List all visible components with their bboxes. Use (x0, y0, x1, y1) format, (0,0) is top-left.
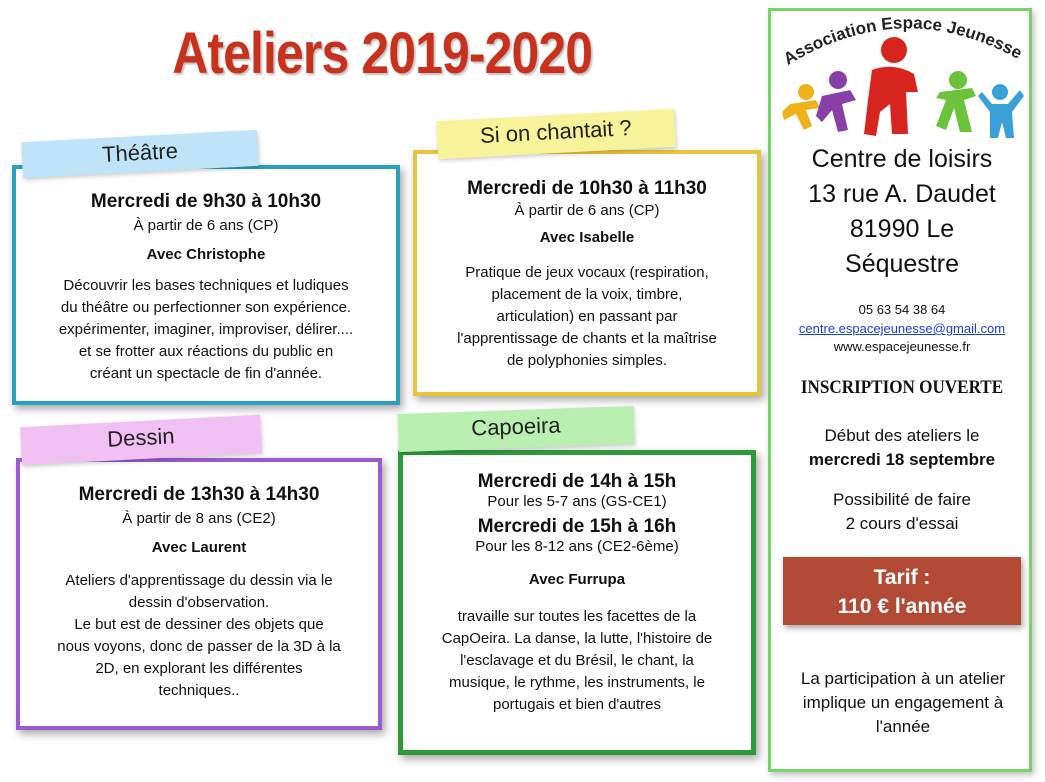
chant-desc-line: articulation) en passant par (496, 308, 678, 325)
chant-schedule: Mercredi de 10h30 à 11h30 (467, 178, 707, 199)
capoeira-desc-line: travaille sur toutes les facettes de la (457, 608, 697, 625)
address-line: 13 rue A. Daudet (808, 180, 996, 208)
chant-age: À partir de 6 ans (CP) (514, 202, 660, 219)
capoeira-desc-line: musique, le rythme, les instruments, le (449, 674, 705, 691)
dessin-description (20, 570, 378, 702)
tarif-label: Tarif : (873, 566, 931, 589)
chant-desc-line: placement de la voix, timbre, (491, 286, 683, 303)
dessin-desc-line: nous voyons, donc de passer de la 3D à la (57, 638, 341, 655)
capoeira-teacher: Avec Furrupa (528, 571, 626, 588)
email-link-wrapper (772, 321, 1032, 336)
figure-red-icon (864, 37, 918, 136)
dessin-card (16, 458, 382, 730)
theatre-teacher: Avec Christophe (146, 246, 266, 263)
capoeira-tag: Capoeira (397, 406, 634, 452)
capoeira-schedule-2: Mercredi de 15h à 16h (477, 516, 677, 537)
phone-number: 05 63 54 38 64 (858, 302, 946, 317)
start-date-line2: mercredi 18 septembre (808, 450, 996, 469)
chant-desc-line: de polyphonies simples. (506, 352, 668, 369)
figure-purple-icon (816, 71, 856, 132)
capoeira-age-1: Pour les 5-7 ans (GS-CE1) (487, 493, 667, 510)
theatre-desc-line: créant un spectacle de fin d'année. (89, 365, 323, 382)
chant-desc-line: l'apprentissage de chants et la maîtrise (457, 330, 717, 347)
capoeira-description (403, 606, 751, 716)
address-line: 81990 Le (849, 215, 955, 243)
dessin-desc-line: Le but est de dessiner des objets que (74, 616, 324, 633)
dessin-desc-line: 2D, en explorant les différentes (95, 660, 303, 677)
theatre-age: À partir de 6 ans (CP) (133, 217, 279, 234)
dessin-age: À partir de 8 ans (CE2) (122, 510, 276, 527)
dessin-tag: Dessin (20, 415, 262, 466)
dessin-desc-line: dessin d'observation. (128, 594, 270, 611)
engagement-note (772, 667, 1034, 739)
tarif-box (783, 557, 1021, 625)
chant-teacher: Avec Isabelle (539, 229, 635, 246)
theatre-tag: Théâtre (21, 130, 259, 178)
engagement-line: l'année (875, 717, 931, 736)
capoeira-schedule-1: Mercredi de 14h à 15h (477, 471, 677, 492)
theatre-schedule: Mercredi de 9h30 à 10h30 (90, 191, 322, 212)
capoeira-age-2: Pour les 8-12 ans (CE2-6ème) (475, 538, 679, 555)
start-date-line1: Début des ateliers le (824, 426, 980, 445)
dessin-teacher: Avec Laurent (151, 539, 247, 556)
trial-line1: Possibilité de faire (833, 490, 971, 509)
inscription-heading: INSCRIPTION OUVERTE (800, 377, 1004, 398)
chant-desc-line: Pratique de jeux vocaux (respiration, (465, 264, 709, 281)
page-title: Ateliers 2019-2020 (172, 21, 593, 86)
engagement-line: La participation à un atelier (800, 669, 1006, 688)
address-line: Centre de loisirs (811, 145, 993, 173)
email-link[interactable]: centre.espacejeunesse@gmail.com (798, 321, 1006, 336)
theatre-desc-line: du théâtre ou perfectionner son expérience. (60, 299, 352, 316)
website-link[interactable]: www.espacejeunesse.fr (833, 339, 971, 354)
figure-green-icon (936, 71, 976, 132)
theatre-desc-line: et se frotter aux réactions du public en (78, 343, 334, 360)
capoeira-desc-line: CapOeira. La danse, la lutte, l'histoire de (441, 630, 713, 647)
tarif-value: 110 € l'année (837, 595, 967, 618)
chant-tag: Si on chantait ? (436, 109, 676, 159)
engagement-line: implique un engagement à (802, 693, 1004, 712)
association-name: Association Espace Jeunesse (780, 13, 1026, 69)
capoeira-card (398, 450, 756, 755)
capoeira-desc-line: l'esclavage et du Brésil, le chant, la (460, 652, 694, 669)
chant-card (413, 150, 761, 396)
theatre-desc-line: Découvrir les bases techniques et ludiques (63, 277, 349, 294)
address-line: Séquestre (845, 250, 959, 278)
dessin-schedule: Mercredi de 13h30 à 14h30 (78, 484, 320, 505)
figure-blue-icon (978, 84, 1024, 138)
dessin-desc-line: techniques.. (158, 682, 240, 699)
chant-description (417, 262, 757, 372)
association-logo (776, 0, 1028, 145)
trial-line2: 2 cours d'essai (845, 514, 959, 533)
figure-yellow-icon (782, 84, 820, 130)
capoeira-desc-line: portugais et bien d'autres (493, 696, 661, 713)
theatre-desc-line: expérimenter, imaginer, improviser, délirer.... (58, 321, 354, 338)
dessin-desc-line: Ateliers d'apprentissage du dessin via le (65, 572, 333, 589)
theatre-card (12, 165, 400, 405)
theatre-description (16, 275, 396, 385)
